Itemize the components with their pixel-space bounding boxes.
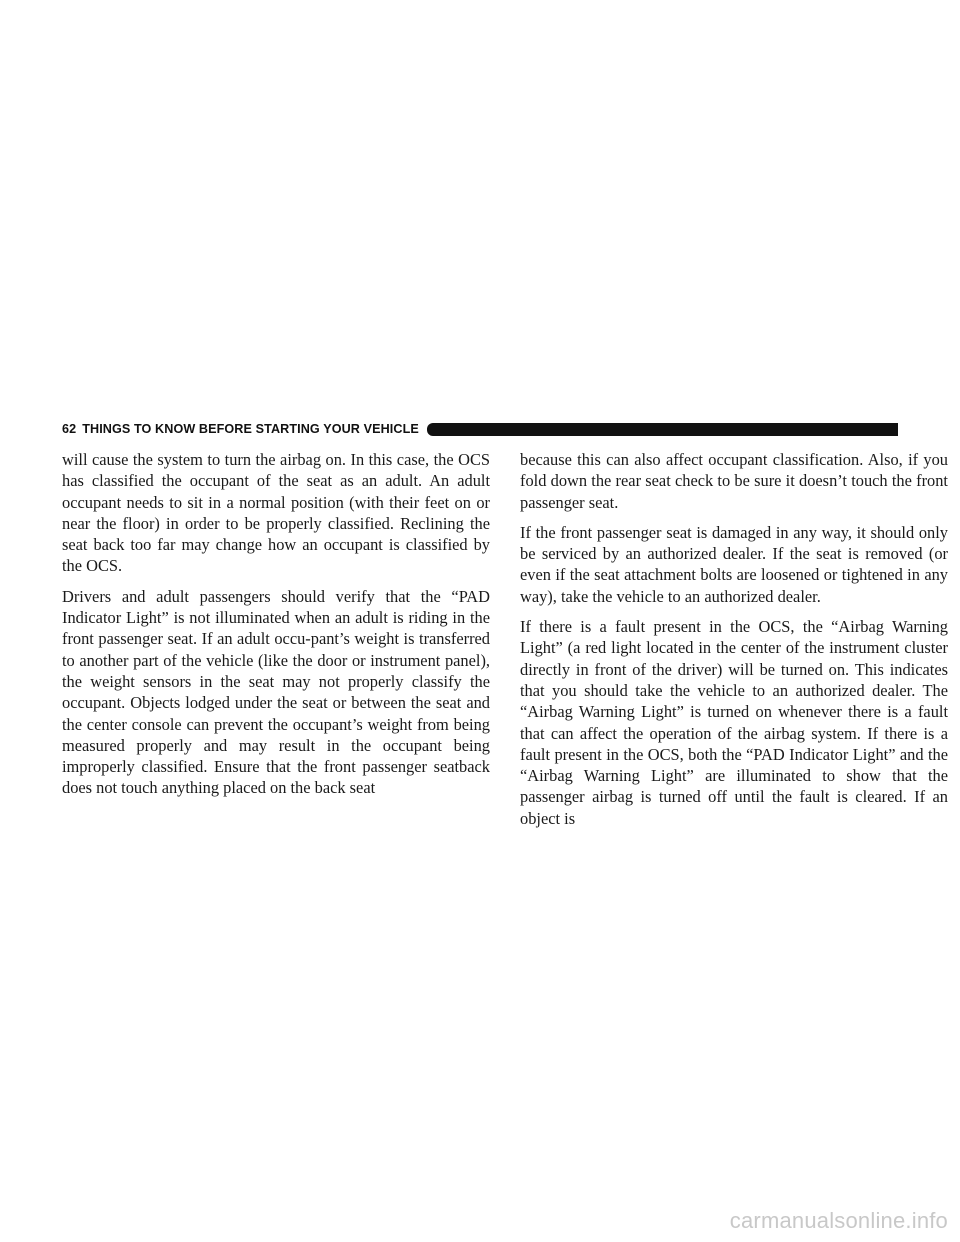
paragraph: Drivers and adult passengers should verify that the “PAD Indicator Light” is not illuminated when an adult is riding in the front passenger seat. If an adult occu-pant’s weight is transferred to another part of the vehicle (like the door or instrument panel), the weight sensors in the seat may not properly classify the occupant. Objects lodged under the seat or between the seat and the center console can prevent the occupant’s weight from being measured properly and may result in the occupant being improperly classified. Ensure that the front passenger seatback does not touch anything placed on the back seat xyxy=(62,586,490,798)
watermark: carmanualsonline.info xyxy=(729,1208,948,1233)
right-column xyxy=(520,449,948,838)
paragraph: because this can also affect occupant classification. Also, if you fold down the rear seat check to be sure it doesn’t touch the front passenger seat. xyxy=(520,450,948,512)
left-column xyxy=(62,449,490,808)
page-number: 62 xyxy=(62,422,77,436)
header-rule xyxy=(427,423,898,436)
paragraph: will cause the system to turn the airbag on. In this case, the OCS has classified the occupant of the seat as an adult. An adult occupant needs to sit in a normal position (with their feet on or near the floor) in order to be properly classified. Reclining the seat back too far may change how an occupant is classified by the OCS. xyxy=(62,450,490,576)
running-header xyxy=(62,418,898,440)
section-title: THINGS TO KNOW BEFORE STARTING YOUR VEHICLE xyxy=(82,422,419,436)
header-text xyxy=(62,422,419,436)
paragraph: If the front passenger seat is damaged in any way, it should only be serviced by an authorized dealer. If the seat is removed (or even if the seat attachment bolts are loosened or tightened in any way), take the vehicle to an authorized dealer. xyxy=(520,522,948,606)
paragraph: If there is a fault present in the OCS, the “Airbag Warning Light” (a red light located in the center of the instrument cluster directly in front of the driver) will be turned on. This indicates that you should take the vehicle to an authorized dealer. The “Airbag Warning Light” is turned on whenever there is a fault that can affect the operation of the airbag system. If there is a fault present in the OCS, both the “PAD Indicator Light” and the “Airbag Warning Light” are illuminated to show that the passenger airbag is turned off until the fault is cleared. If an object is xyxy=(520,617,948,828)
